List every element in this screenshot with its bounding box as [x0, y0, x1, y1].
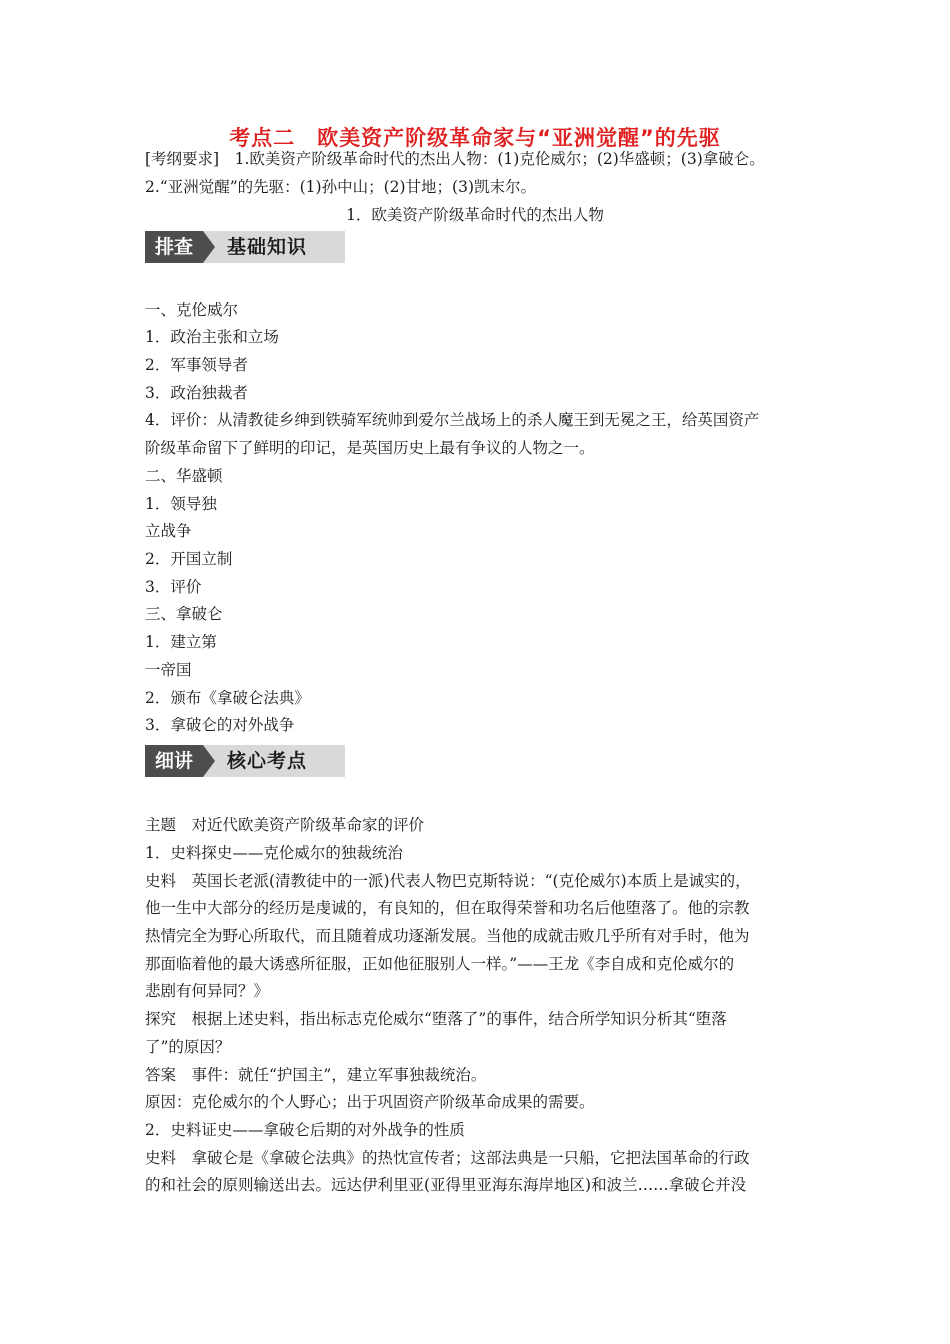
core-line: 1．史料探史——克伦威尔的独裁统治	[145, 844, 403, 862]
requirements-line-2: 2.“亚洲觉醒”的先驱：(1)孙中山；(2)甘地；(3)凯末尔。	[145, 178, 537, 196]
requirements-line-1: [考纲要求] 1.欧美资产阶级革命时代的杰出人物：(1)克伦威尔；(2)华盛顿；(3)拿破仑。	[145, 150, 765, 168]
page-title: 考点二 欧美资产阶级革命家与“亚洲觉醒”的先驱	[229, 126, 721, 150]
core-line: 史料 英国长老派(清教徒中的一派)代表人物巴克斯特说：“(克伦威尔)本质上是诚实的，	[145, 872, 751, 890]
basics-line: 3．政治独裁者	[145, 384, 248, 402]
core-line: 的和社会的原则输送出去。远达伊利里亚(亚得里亚海东海岸地区)和波兰……拿破仑并没	[145, 1176, 747, 1194]
core-line: 他一生中大部分的经历是虔诚的，有良知的，但在取得荣誉和功名后他堕落了。他的宗教	[145, 899, 750, 917]
section-subtitle: 1．欧美资产阶级革命时代的杰出人物	[346, 206, 604, 224]
basics-line: 2．颁布《拿破仑法典》	[145, 689, 310, 707]
core-line: 了”的原因？	[145, 1038, 231, 1056]
core-line: 主题 对近代欧美资产阶级革命家的评价	[145, 816, 425, 834]
core-line: 热情完全为野心所取代，而且随着成功逐渐发展。当他的成就击败几乎所有对手时，他为	[145, 927, 750, 945]
basics-line: 2．军事领导者	[145, 356, 248, 374]
basics-line: 4．评价：从清教徒乡绅到铁骑军统帅到爱尔兰战场上的杀人魔王到无冕之王，给英国资产	[145, 411, 760, 429]
core-line: 那面临着他的最大诱惑所征服，正如他征服别人一样。”——王龙《李自成和克伦威尔的	[145, 955, 735, 973]
core-line: 答案 事件：就任“护国主”，建立军事独裁统治。	[145, 1066, 487, 1084]
banner-core-points	[145, 745, 345, 777]
basics-line: 3．评价	[145, 578, 202, 596]
banner-arrow-icon	[203, 745, 215, 777]
basics-line: 1．建立第	[145, 633, 217, 651]
core-line: 史料 拿破仑是《拿破仑法典》的热忱宣传者；这部法典是一只船，它把法国革命的行政	[145, 1149, 750, 1167]
banner-tag: 细讲	[145, 745, 203, 777]
core-line: 原因：克伦威尔的个人野心；出于巩固资产阶级革命成果的需要。	[145, 1093, 595, 1111]
basics-line: 3．拿破仑的对外战争	[145, 716, 295, 734]
banner-basic-knowledge	[145, 231, 345, 263]
basics-line: 2．开国立制	[145, 550, 233, 568]
banner-arrow-icon	[203, 231, 215, 263]
basics-line: 1．领导独	[145, 495, 217, 513]
basics-line: 一帝国	[145, 661, 192, 679]
basics-line: 1．政治主张和立场	[145, 328, 279, 346]
basics-line: 二、华盛顿	[145, 467, 223, 485]
banner-label: 核心考点	[227, 750, 308, 772]
basics-line: 立战争	[145, 522, 192, 540]
basics-line: 阶级革命留下了鲜明的印记，是英国历史上最有争议的人物之一。	[145, 439, 595, 457]
basics-line: 一、克伦威尔	[145, 301, 239, 319]
basics-line: 三、拿破仑	[145, 605, 223, 623]
banner-tag: 排查	[145, 231, 203, 263]
core-line: 2．史料证史——拿破仑后期的对外战争的性质	[145, 1121, 465, 1139]
core-line: 悲剧有何异同？》	[145, 982, 270, 1000]
banner-label: 基础知识	[227, 236, 308, 258]
core-line: 探究 根据上述史料，指出标志克伦威尔“堕落了”的事件，结合所学知识分析其“堕落	[145, 1010, 727, 1028]
